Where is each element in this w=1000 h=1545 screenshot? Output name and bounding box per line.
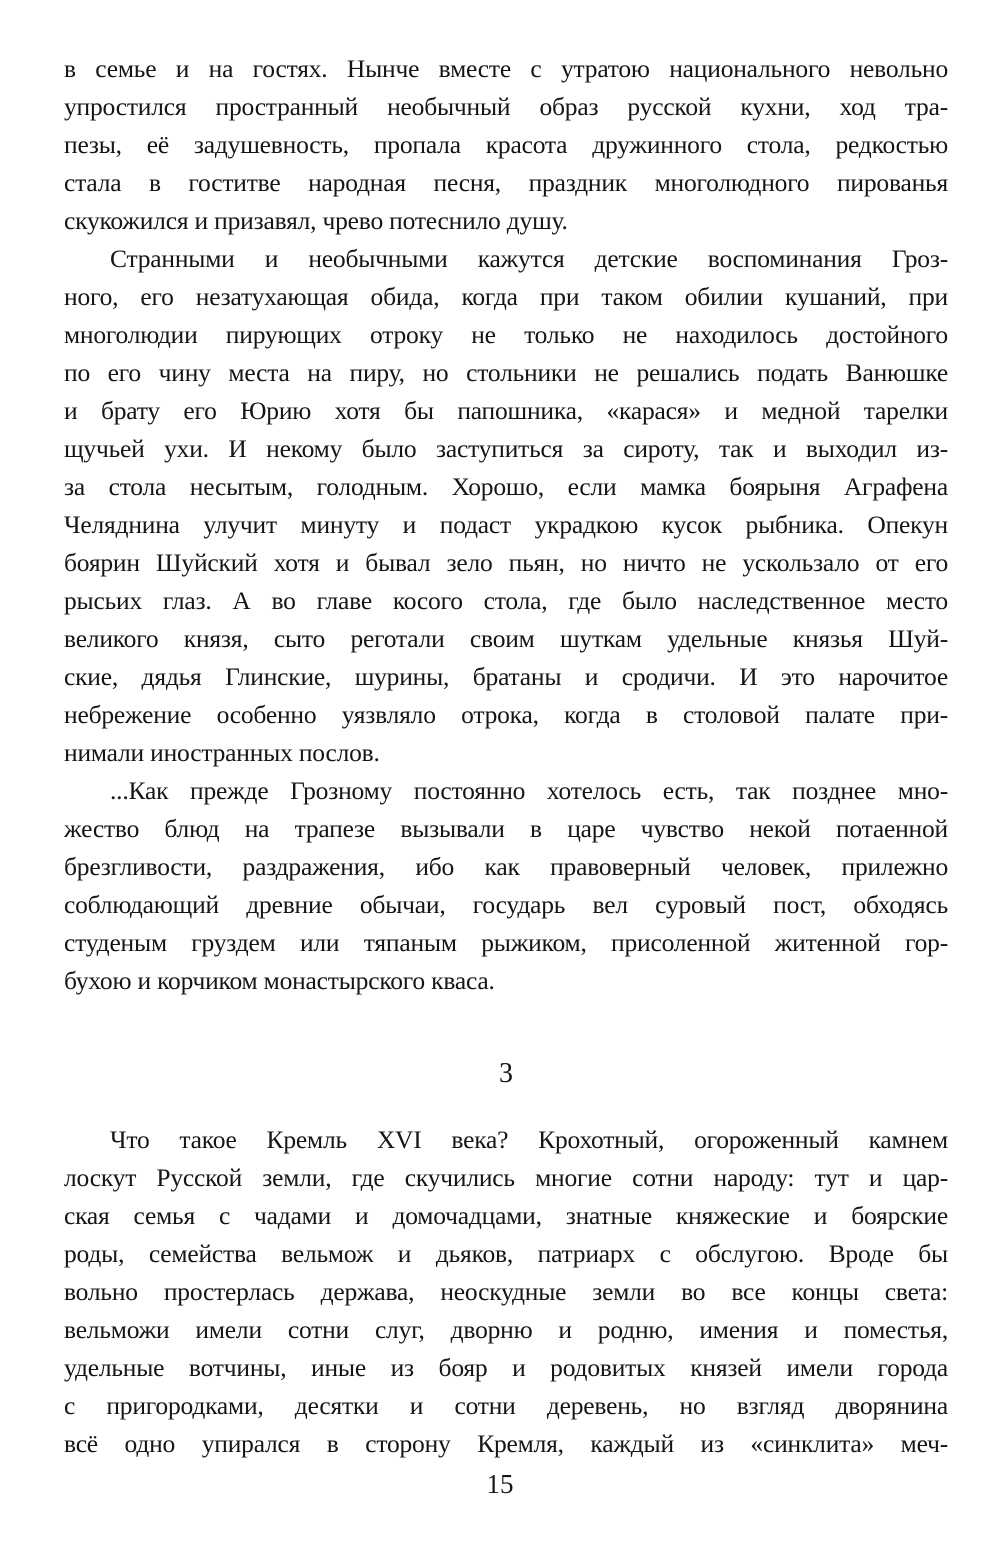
text-line: щучьей ухи. И некому было заступиться за сироту, так и выходил из- [64,434,948,463]
text-line: по его чину места на пиру, но стольники не решались подать Ванюшке [64,358,948,387]
text-line: жество блюд на трапезе вызывали в царе чувство некой потаенной [64,814,948,843]
text-line: великого князя, сыто реготали своим шуткам удельные князья Шуй- [64,624,948,653]
text-line: рысьих глаз. А во главе косого стола, где было наследственное место [64,586,948,615]
page-number: 15 [486,1469,514,1499]
text-line: брезгливости, раздражения, ибо как правоверный человек, прилежно [64,852,948,881]
text-line: Что такое Кремль XVI века? Крохотный, огороженный камнем [110,1125,948,1154]
text-line: пезы, её задушевность, пропала красота дружинного стола, редкостью [64,130,948,159]
text-line: вольно простерлась держава, неоскудные земли во все концы света: [64,1277,948,1306]
paragraphs-before-heading [64,50,948,1000]
text-line: небрежение особенно уязвляло отрока, когда в столовой палате при- [64,700,948,729]
text-line: с пригородками, десятки и сотни деревень, но взгляд дворянина [64,1391,948,1420]
paragraph [64,240,948,772]
paragraphs-after-heading [64,1121,948,1463]
text-line: ...Как прежде Грозному постоянно хотелось есть, так позднее мно- [110,776,948,805]
text-line: за стола несытым, голодным. Хорошо, если мамка боярыня Аграфена [64,472,948,501]
paragraph [64,1121,948,1463]
section-heading: 3 [499,1058,513,1089]
text-line: ская семья с чадами и домочадцами, знатные княжеские и боярские [64,1201,948,1230]
text-line: лоскут Русской земли, где скучились многие сотни народу: тут и цар- [64,1163,948,1192]
text-line: Челяднина улучит минуту и подаст украдкою кусок рыбника. Опекун [64,510,948,539]
text-line: студеным груздем или тяпаным рыжиком, присоленной житенной гор- [64,928,948,957]
text-line: ские, дядья Глинские, шурины, братаны и сродичи. И это нарочитое [64,662,948,691]
text-line: вельможи имели сотни слуг, дворню и родню, имения и поместья, [64,1315,948,1344]
text-line: боярин Шуйский хотя и бывал зело пьян, но ничто не ускользало от его [64,548,948,577]
text-line: ного, его незатухающая обида, когда при таком обилии кушаний, при [64,282,948,311]
text-line: всё одно упирался в сторону Кремля, каждый из «синклита» меч- [64,1429,948,1458]
text-line: в семье и на гостях. Нынче вместе с утратою национального невольно [64,54,948,83]
paragraph [64,50,948,240]
text-line: стала в гоститве народная песня, праздник многолюдного пированья [64,168,948,197]
text-line: и брату его Юрию хотя бы папошника, «карася» и медной тарелки [64,396,948,425]
text-line: соблюдающий древние обычаи, государь вел суровый пост, обходясь [64,890,948,919]
text-line: скукожился и призавял, чрево потеснило душу. [64,206,568,235]
text-block [64,50,948,1463]
text-line: нимали иностранных послов. [64,738,380,767]
paragraph [64,772,948,1000]
text-line: многолюдии пирующих отроку не только не находилось достойного [64,320,948,349]
text-line: роды, семейства вельмож и дьяков, патриарх с обслугою. Вроде бы [64,1239,948,1268]
text-line: Странными и необычными кажутся детские воспоминания Гроз- [110,244,948,273]
text-line: бухою и корчиком монастырского кваса. [64,966,495,995]
text-line: упростился пространный необычный образ русской кухни, ход тра- [64,92,948,121]
text-line: удельные вотчины, иные из бояр и родовитых князей имели города [64,1353,948,1382]
